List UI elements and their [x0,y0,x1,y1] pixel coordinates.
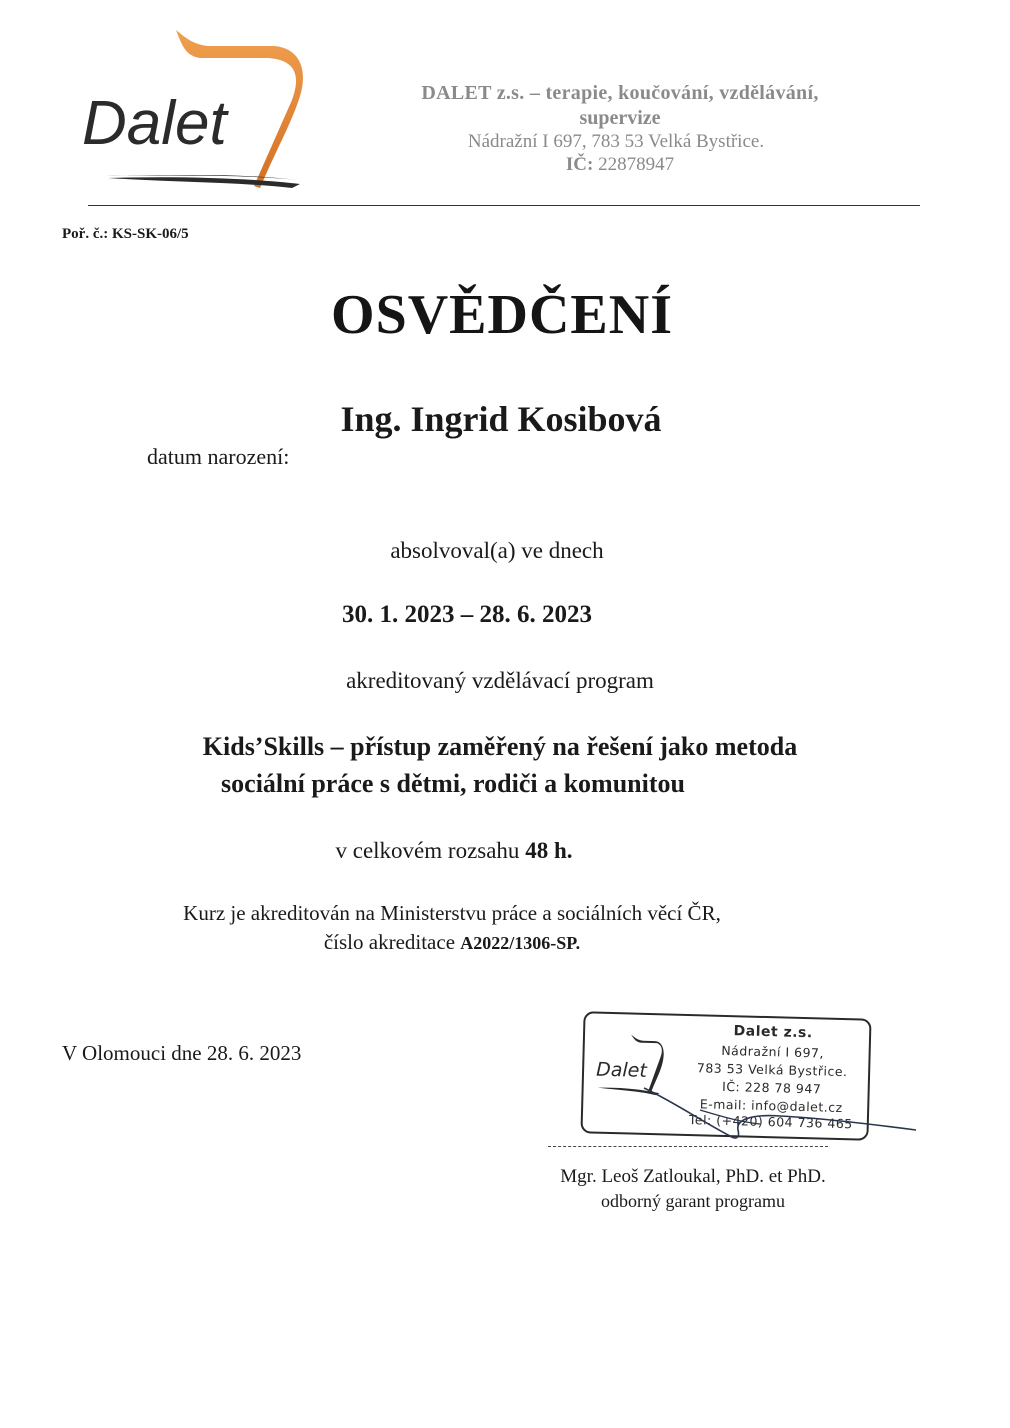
stamp-city: 783 53 Velká Bystřice. [696,1060,848,1080]
stamp-ic: IČ: 228 78 947 [721,1078,822,1097]
program-title-line-2: sociální práce s dětmi, rodiči a komunitou [221,769,685,798]
accreditation-prefix: číslo akreditace [323,930,456,954]
org-address: Nádražní I 697, 783 53 Velká Bystřice. [467,131,765,152]
accreditation-line: Kurz je akreditován na Ministerstvu práce a sociálních věcí ČR, [183,901,721,925]
course-dates: 30. 1. 2023 – 28. 6. 2023 [342,601,592,628]
accreditation-suffix: . [575,933,581,953]
org-name-line: DALET z.s. – terapie, koučování, vzdělávání, [421,82,819,104]
header-divider [88,205,920,206]
completed-label: absolvoval(a) ve dnech [390,538,604,563]
hours-suffix: . [566,838,573,863]
signatory-role: odborný garant programu [601,1191,785,1211]
accreditation-number-line [0,930,957,955]
ic-value: 22878947 [598,154,675,175]
birth-date-label: datum narození: [147,444,290,469]
stamp-street: Nádražní I 697, [721,1042,825,1061]
dalet-logo [78,26,308,196]
hours-prefix: v celkovém rozsahu [335,838,520,863]
recipient-name: Ing. Ingrid Kosibová [340,399,662,439]
signature-line [548,1146,828,1147]
course-hours [0,838,959,864]
hours-value: 48 h [525,838,567,863]
handwritten-signature [640,1080,920,1150]
logo-dark-swoosh [98,175,300,188]
svg-text:Dalet: Dalet [595,1058,648,1082]
program-label: akreditovaný vzdělávací program [346,668,654,693]
signatory-name: Mgr. Leoš Zatloukal, PhD. et PhD. [560,1166,826,1187]
stamp-email: E-mail: info@dalet.cz [699,1096,843,1116]
org-ic [370,154,870,176]
logo-wordmark: Dalet [82,89,227,158]
stamp-org-name: Dalet z.s. [733,1023,813,1042]
stamp-phone: Tel: (+420) 604 736 465 [688,1112,853,1132]
program-title-line-1: Kids’Skills – přístup zaměřený na řešení jako metoda [202,732,798,761]
certificate-title: OSVĚDČENÍ [331,284,673,346]
ic-label: IČ: [565,154,594,175]
org-name-line-2: supervize [579,107,661,129]
reference-number: Poř. č.: KS-SK-06/5 [62,226,189,242]
place-and-date: V Olomouci dne 28. 6. 2023 [62,1041,302,1065]
accreditation-number: A2022/1306-SP [460,933,576,953]
